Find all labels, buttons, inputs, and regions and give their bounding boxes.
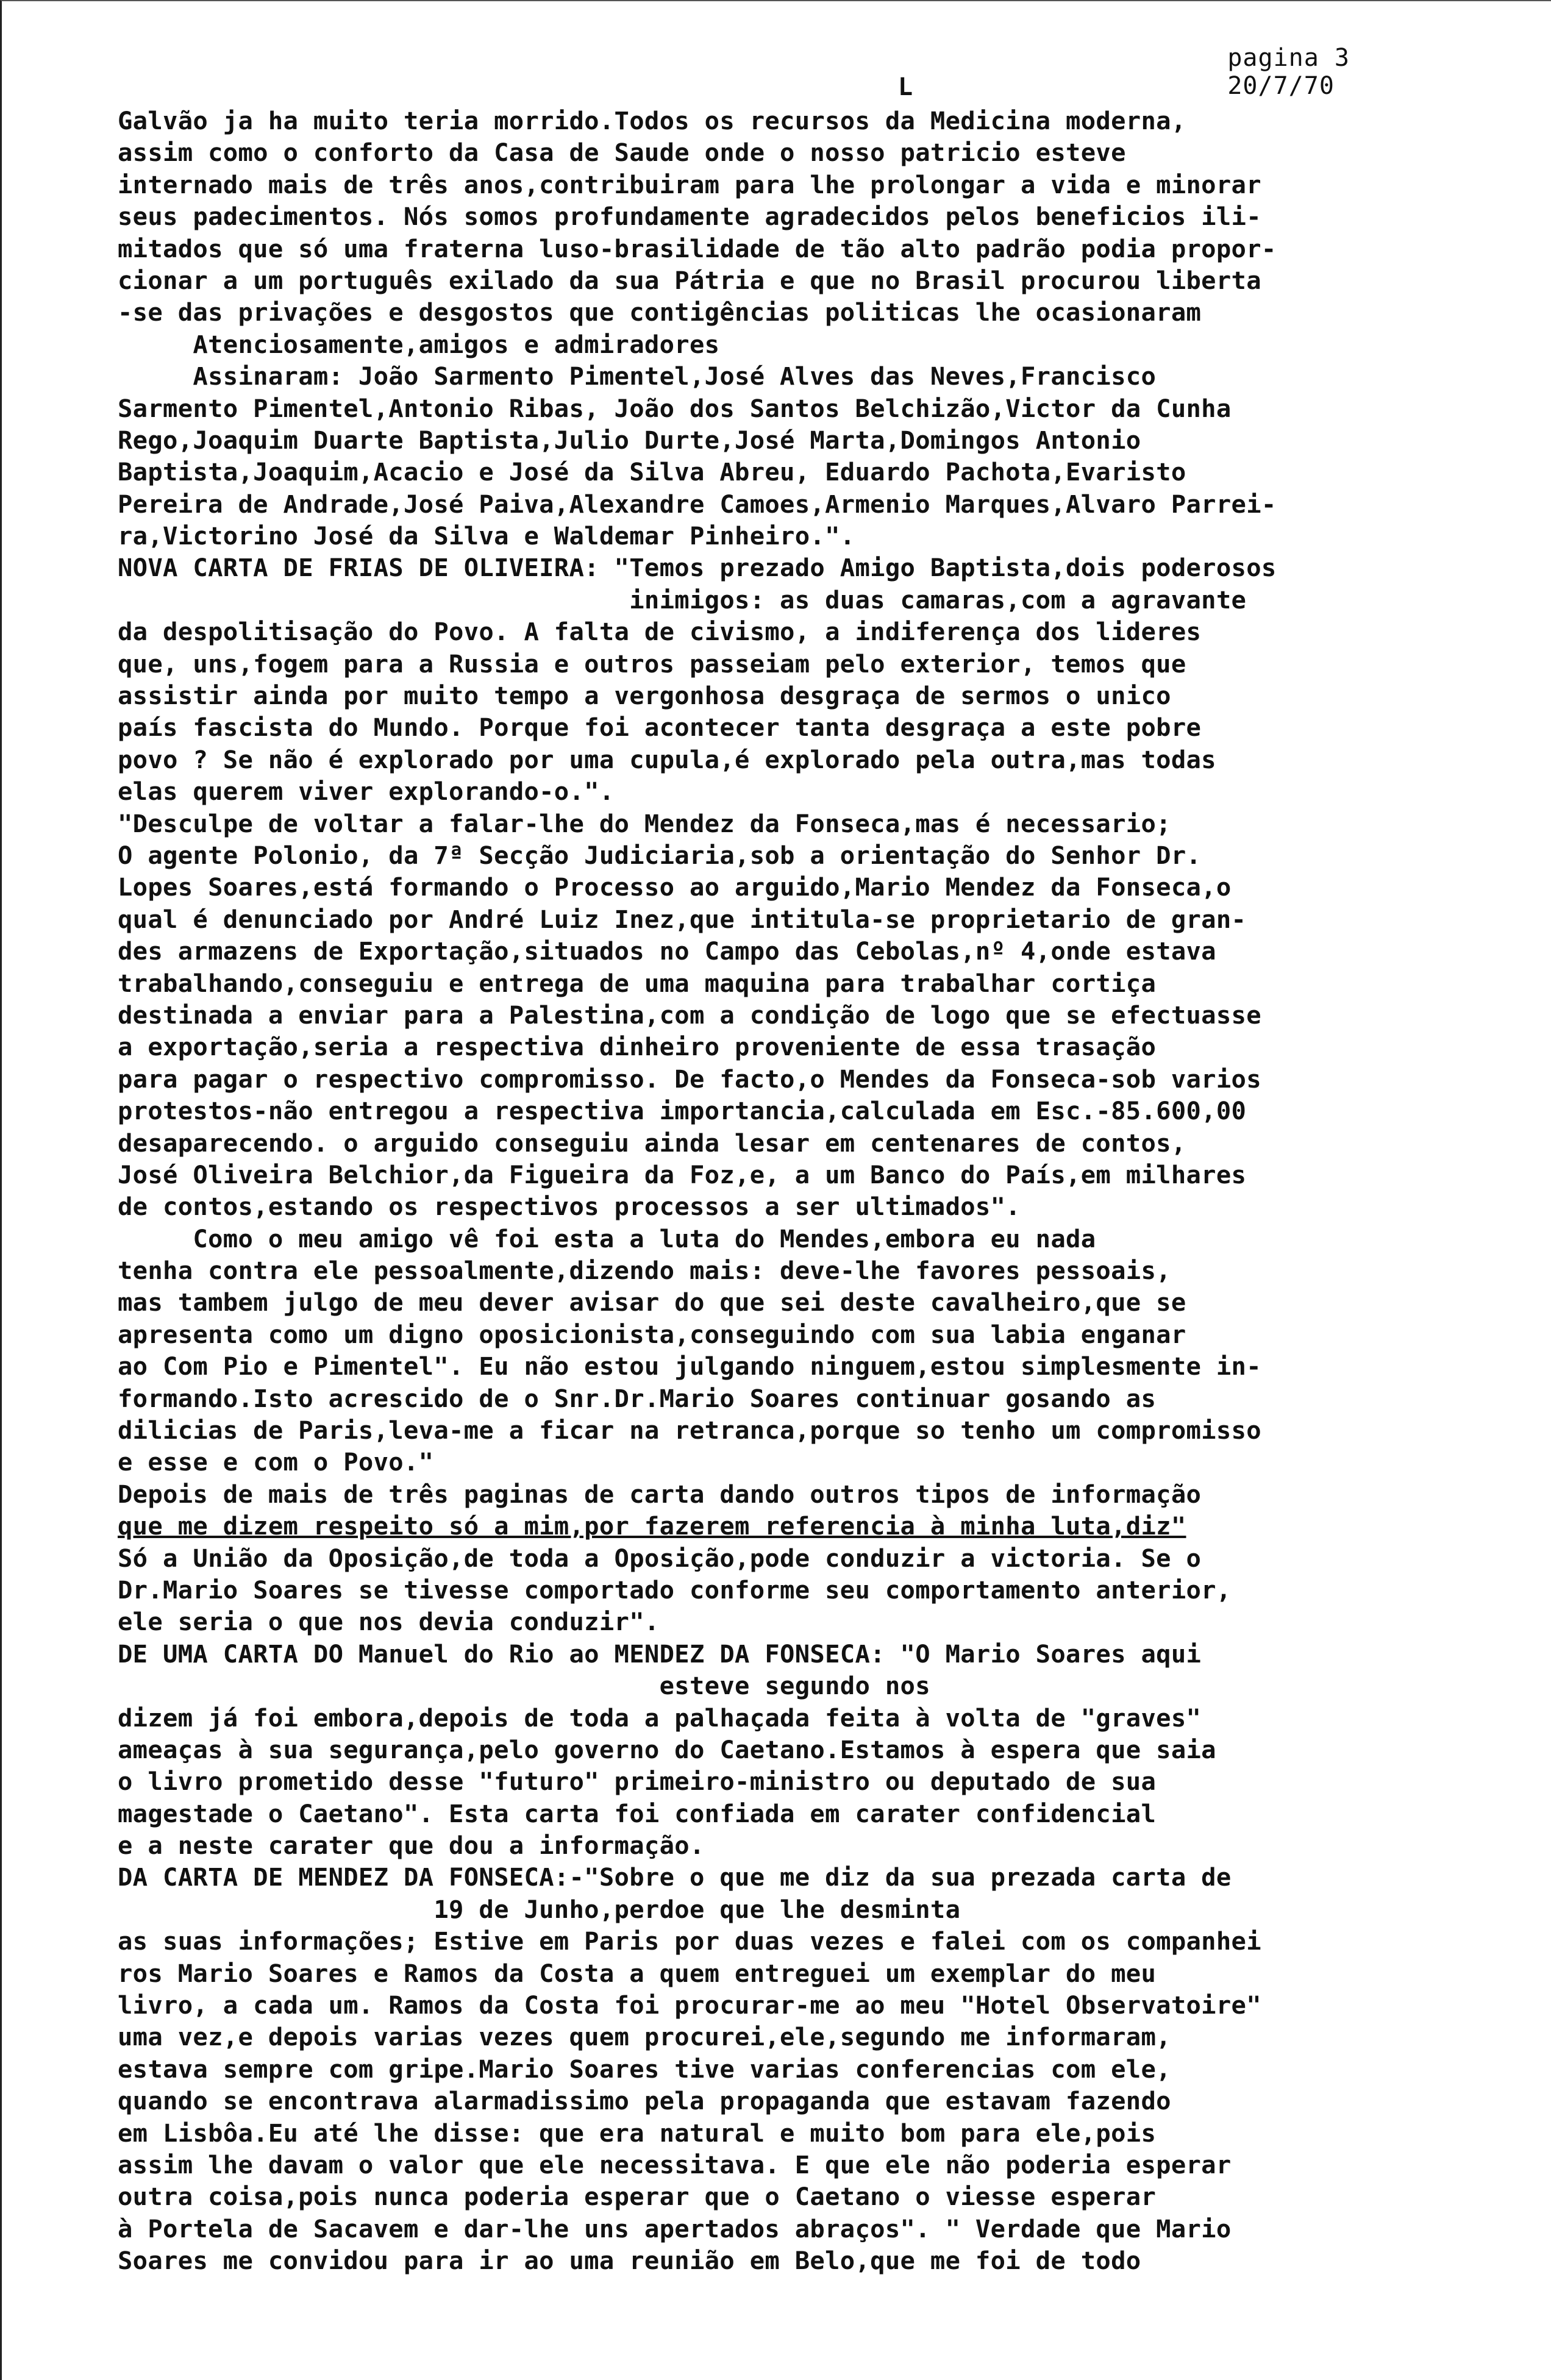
text-line: -se das privações e desgostos que contigências politicas lhe ocasionaram xyxy=(118,298,1202,327)
text-line: NOVA CARTA DE FRIAS DE OLIVEIRA: "Temos prezado Amigo Baptista,dois poderosos xyxy=(118,553,1277,583)
margin-mark: L xyxy=(898,73,913,101)
text-line: país fascista do Mundo. Porque foi acontecer tanta desgraça a este pobre xyxy=(118,713,1202,743)
text-line: Dr.Mario Soares se tivesse comportado conforme seu comportamento anterior, xyxy=(118,1575,1232,1605)
text-line: des armazens de Exportação,situados no Campo das Cebolas,nº 4,onde estava xyxy=(118,936,1216,966)
text-line: inimigos: as duas camaras,com a agravante xyxy=(118,585,1247,615)
text-line: DA CARTA DE MENDEZ DA FONSECA:-"Sobre o que me diz da sua prezada carta de xyxy=(118,1862,1232,1892)
text-line: Baptista,Joaquim,Acacio e José da Silva Abreu, Eduardo Pachota,Evaristo xyxy=(118,457,1186,487)
text-line: Só a União da Oposição,de toda a Oposição,pode conduzir a victoria. Se o xyxy=(118,1543,1202,1573)
text-line: livro, a cada um. Ramos da Costa foi procurar-me ao meu "Hotel Observatoire" xyxy=(118,1990,1261,2020)
text-line: à Portela de Sacavem e dar-lhe uns apertados abraços". " Verdade que Mario xyxy=(118,2214,1232,2243)
text-line: tenha contra ele pessoalmente,dizendo mais: deve-lhe favores pessoais, xyxy=(118,1256,1171,1286)
page-number: pagina 3 xyxy=(1227,44,1350,72)
text-line: mitados que só uma fraterna luso-brasilidade de tão alto padrão podia propor- xyxy=(118,233,1277,263)
text-line: da despolitisação do Povo. A falta de civismo, a indiferença dos lideres xyxy=(118,617,1202,647)
text-line: de contos,estando os respectivos processos a ser ultimados". xyxy=(118,1192,1021,1222)
text-line: destinada a enviar para a Palestina,com a condição de logo que se efectuasse xyxy=(118,1000,1261,1030)
text-line: o livro prometido desse "futuro" primeiro-ministro ou deputado de sua xyxy=(118,1767,1157,1797)
text-line: outra coisa,pois nunca poderia esperar que o Caetano o viesse esperar xyxy=(118,2182,1157,2212)
text-line: quando se encontrava alarmadissimo pela propaganda que estavam fazendo xyxy=(118,2086,1171,2116)
text-line: assistir ainda por muito tempo a vergonhosa desgraça de sermos o unico xyxy=(118,681,1171,711)
text-line: desaparecendo. o arguido conseguiu ainda lesar em centenares de contos, xyxy=(118,1128,1186,1158)
document-body xyxy=(118,105,1520,2277)
text-line: DE UMA CARTA DO Manuel do Rio ao MENDEZ DA FONSECA: "O Mario Soares aqui xyxy=(118,1639,1202,1669)
text-line: dizem já foi embora,depois de toda a palhaçada feita à volta de "graves" xyxy=(118,1703,1202,1733)
text-line: assim como o conforto da Casa de Saude onde o nosso patricio esteve xyxy=(118,138,1126,168)
page-date: 20/7/70 xyxy=(1227,72,1335,100)
text-line: que me dizem respeito só a mim,por fazerem referencia à minha luta,diz" xyxy=(118,1511,1186,1541)
text-line: 19 de Junho,perdoe que lhe desminta xyxy=(118,1894,961,1924)
text-line: que, uns,fogem para a Russia e outros passeiam pelo exterior, temos que xyxy=(118,649,1186,679)
text-line: esteve segundo nos xyxy=(118,1671,930,1701)
text-line: Soares me convidou para ir ao uma reunião em Belo,que me foi de todo xyxy=(118,2246,1141,2276)
text-line: e esse e com o Povo." xyxy=(118,1447,434,1477)
text-line: as suas informações; Estive em Paris por duas vezes e falei com os companhei xyxy=(118,1926,1261,1956)
text-line: internado mais de três anos,contribuiram para lhe prolongar a vida e minorar xyxy=(118,169,1261,199)
text-line: assim lhe davam o valor que ele necessitava. E que ele não poderia esperar xyxy=(118,2150,1232,2179)
text-line: ao Com Pio e Pimentel". Eu não estou julgando ninguem,estou simplesmente in- xyxy=(118,1352,1261,1381)
text-line: Lopes Soares,está formando o Processo ao arguido,Mario Mendez da Fonseca,o xyxy=(118,872,1232,902)
text-line: formando.Isto acrescido de o Snr.Dr.Mario Soares continuar gosando as xyxy=(118,1383,1157,1413)
text-line: "Desculpe de voltar a falar-lhe do Mendez da Fonseca,mas é necessario; xyxy=(118,808,1171,838)
page-header xyxy=(1227,44,1350,100)
text-line: em Lisbôa.Eu até lhe disse: que era natural e muito bom para ele,pois xyxy=(118,2118,1157,2148)
text-line: ros Mario Soares e Ramos da Costa a quem entreguei um exemplar do meu xyxy=(118,1958,1157,1988)
text-line: povo ? Se não é explorado por uma cupula,é explorado pela outra,mas todas xyxy=(118,744,1216,774)
text-line: Assinaram: João Sarmento Pimentel,José Alves das Neves,Francisco xyxy=(118,362,1157,391)
text-line: trabalhando,conseguiu e entrega de uma maquina para trabalhar cortiça xyxy=(118,968,1157,998)
text-line: Atenciosamente,amigos e admiradores xyxy=(118,329,720,359)
text-line: Sarmento Pimentel,Antonio Ribas, João dos Santos Belchizão,Victor da Cunha xyxy=(118,393,1232,423)
text-line: ra,Victorino José da Silva e Waldemar Pinheiro.". xyxy=(118,521,855,551)
text-line: mas tambem julgo de meu dever avisar do que sei deste cavalheiro,que se xyxy=(118,1288,1186,1317)
text-line: para pagar o respectivo compromisso. De facto,o Mendes da Fonseca-sob varios xyxy=(118,1064,1261,1094)
text-line: apresenta como um digno oposicionista,conseguindo com sua labia enganar xyxy=(118,1319,1186,1349)
text-line: protestos-não entregou a respectiva importancia,calculada em Esc.-85.600,00 xyxy=(118,1096,1247,1126)
text-line: José Oliveira Belchior,da Figueira da Foz,e, a um Banco do País,em milhares xyxy=(118,1160,1247,1189)
text-line: seus padecimentos. Nós somos profundamente agradecidos pelos beneficios ili- xyxy=(118,202,1261,232)
text-line: Galvão ja ha muito teria morrido.Todos os recursos da Medicina moderna, xyxy=(118,106,1186,135)
text-line: estava sempre com gripe.Mario Soares tive varias conferencias com ele, xyxy=(118,2054,1171,2084)
text-line: uma vez,e depois varias vezes quem procurei,ele,segundo me informaram, xyxy=(118,2022,1171,2052)
text-line: magestade o Caetano". Esta carta foi confiada em carater confidencial xyxy=(118,1798,1157,1828)
text-line: qual é denunciado por André Luiz Inez,que intitula-se proprietario de gran- xyxy=(118,904,1247,934)
text-line: a exportação,seria a respectiva dinheiro proveniente de essa trasação xyxy=(118,1032,1157,1062)
text-line: Como o meu amigo vê foi esta a luta do Mendes,embora eu nada xyxy=(118,1224,1096,1253)
text-line: dilicias de Paris,leva-me a ficar na retranca,porque so tenho um compromisso xyxy=(118,1416,1261,1445)
text-line: ele seria o que nos devia conduzir". xyxy=(118,1607,660,1637)
text-line: Depois de mais de três paginas de carta dando outros tipos de informação xyxy=(118,1479,1202,1509)
text-line: e a neste carater que dou a informação. xyxy=(118,1831,705,1861)
text-line: Pereira de Andrade,José Paiva,Alexandre Camoes,Armenio Marques,Alvaro Parrei- xyxy=(118,489,1277,519)
text-line: ameaças à sua segurança,pelo governo do Caetano.Estamos à espera que saia xyxy=(118,1734,1216,1764)
text-line: Rego,Joaquim Duarte Baptista,Julio Durte,José Marta,Domingos Antonio xyxy=(118,425,1141,455)
text-line: cionar a um português exilado da sua Pátria e que no Brasil procurou liberta xyxy=(118,265,1261,295)
text-line: O agente Polonio, da 7ª Secção Judiciaria,sob a orientação do Senhor Dr. xyxy=(118,840,1202,870)
text-line: elas querem viver explorando-o.". xyxy=(118,777,615,807)
